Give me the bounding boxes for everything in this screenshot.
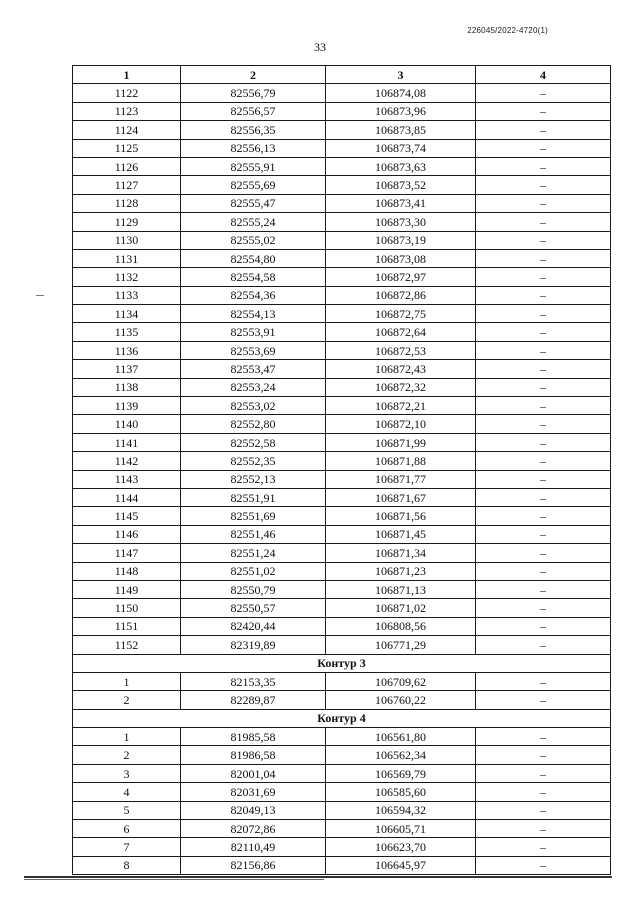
x-coordinate-cell: 82555,24 [181, 213, 326, 231]
y-coordinate-cell: 106871,77 [326, 470, 476, 488]
y-coordinate-cell: 106873,52 [326, 176, 476, 194]
x-coordinate-cell: 82552,58 [181, 433, 326, 451]
y-coordinate-cell: 106871,23 [326, 562, 476, 580]
table-row [73, 801, 611, 819]
point-number-cell: 6 [73, 820, 181, 838]
y-coordinate-cell: 106561,80 [326, 728, 476, 746]
note-cell: – [476, 323, 611, 341]
table-row [73, 617, 611, 635]
bottom-scan-edge [24, 879, 324, 880]
y-coordinate-cell: 106871,99 [326, 433, 476, 451]
point-number-cell: 1146 [73, 525, 181, 543]
table-row [73, 378, 611, 396]
table-row [73, 728, 611, 746]
note-cell: – [476, 176, 611, 194]
table-row [73, 176, 611, 194]
note-cell: – [476, 157, 611, 175]
table-row [73, 525, 611, 543]
table-body-contour-4 [73, 728, 611, 875]
table-row [73, 488, 611, 506]
table-row [73, 452, 611, 470]
y-coordinate-cell: 106872,21 [326, 397, 476, 415]
note-cell: – [476, 636, 611, 654]
note-cell: – [476, 470, 611, 488]
table-row [73, 838, 611, 856]
table-row [73, 580, 611, 598]
point-number-cell: 1126 [73, 157, 181, 175]
y-coordinate-cell: 106871,02 [326, 599, 476, 617]
table-row [73, 213, 611, 231]
column-header: 2 [181, 66, 326, 84]
x-coordinate-cell: 82554,58 [181, 268, 326, 286]
table-row [73, 268, 611, 286]
y-coordinate-cell: 106872,75 [326, 305, 476, 323]
x-coordinate-cell: 82556,13 [181, 139, 326, 157]
x-coordinate-cell: 82553,69 [181, 341, 326, 359]
y-coordinate-cell: 106872,64 [326, 323, 476, 341]
note-cell: – [476, 84, 611, 102]
point-number-cell: 1138 [73, 378, 181, 396]
page-number: 33 [314, 40, 326, 54]
table-row [73, 231, 611, 249]
note-cell: – [476, 580, 611, 598]
table-row [73, 102, 611, 120]
section-title: Контур 3 [73, 654, 611, 672]
table-body-contour-3 [73, 672, 611, 709]
y-coordinate-cell: 106872,97 [326, 268, 476, 286]
note-cell: – [476, 488, 611, 506]
note-cell: – [476, 856, 611, 874]
table-row [73, 433, 611, 451]
y-coordinate-cell: 106871,56 [326, 507, 476, 525]
x-coordinate-cell: 82001,04 [181, 764, 326, 782]
point-number-cell: 1137 [73, 360, 181, 378]
y-coordinate-cell: 106872,43 [326, 360, 476, 378]
section-title-row [73, 654, 611, 672]
point-number-cell: 1147 [73, 544, 181, 562]
point-number-cell: 1151 [73, 617, 181, 635]
x-coordinate-cell: 82551,91 [181, 488, 326, 506]
y-coordinate-cell: 106871,13 [326, 580, 476, 598]
coordinates-table [72, 65, 611, 875]
point-number-cell: 1145 [73, 507, 181, 525]
table-row [73, 84, 611, 102]
note-cell: – [476, 305, 611, 323]
table-row [73, 856, 611, 874]
table-row [73, 194, 611, 212]
x-coordinate-cell: 82552,13 [181, 470, 326, 488]
x-coordinate-cell: 82555,47 [181, 194, 326, 212]
x-coordinate-cell: 82551,46 [181, 525, 326, 543]
x-coordinate-cell: 81985,58 [181, 728, 326, 746]
point-number-cell: 1124 [73, 121, 181, 139]
point-number-cell: 1131 [73, 249, 181, 267]
table-row [73, 820, 611, 838]
note-cell: – [476, 194, 611, 212]
note-cell: – [476, 102, 611, 120]
table-row [73, 286, 611, 304]
x-coordinate-cell: 82110,49 [181, 838, 326, 856]
note-cell: – [476, 415, 611, 433]
y-coordinate-cell: 106871,34 [326, 544, 476, 562]
note-cell: – [476, 360, 611, 378]
point-number-cell: 1122 [73, 84, 181, 102]
section-title-row [73, 709, 611, 727]
table-row [73, 691, 611, 709]
x-coordinate-cell: 82551,24 [181, 544, 326, 562]
point-number-cell: 2 [73, 691, 181, 709]
y-coordinate-cell: 106605,71 [326, 820, 476, 838]
table-row [73, 341, 611, 359]
table-row [73, 672, 611, 690]
x-coordinate-cell: 82554,80 [181, 249, 326, 267]
table-body-contour-2 [73, 84, 611, 654]
point-number-cell: 1128 [73, 194, 181, 212]
x-coordinate-cell: 82556,79 [181, 84, 326, 102]
point-number-cell: 1130 [73, 231, 181, 249]
note-cell: – [476, 544, 611, 562]
y-coordinate-cell: 106645,97 [326, 856, 476, 874]
y-coordinate-cell: 106709,62 [326, 672, 476, 690]
note-cell: – [476, 452, 611, 470]
point-number-cell: 1141 [73, 433, 181, 451]
table-row [73, 783, 611, 801]
table-row [73, 599, 611, 617]
note-cell: – [476, 286, 611, 304]
column-header: 3 [326, 66, 476, 84]
x-coordinate-cell: 82289,87 [181, 691, 326, 709]
note-cell: – [476, 231, 611, 249]
y-coordinate-cell: 106872,53 [326, 341, 476, 359]
point-number-cell: 1 [73, 672, 181, 690]
x-coordinate-cell: 82031,69 [181, 783, 326, 801]
point-number-cell: 1143 [73, 470, 181, 488]
point-number-cell: 1133 [73, 286, 181, 304]
note-cell: – [476, 562, 611, 580]
y-coordinate-cell: 106623,70 [326, 838, 476, 856]
note-cell: – [476, 801, 611, 819]
section-contour-4 [73, 709, 611, 727]
y-coordinate-cell: 106594,32 [326, 801, 476, 819]
point-number-cell: 1134 [73, 305, 181, 323]
note-cell: – [476, 672, 611, 690]
point-number-cell: 1135 [73, 323, 181, 341]
table-row [73, 544, 611, 562]
note-cell: – [476, 507, 611, 525]
x-coordinate-cell: 82554,36 [181, 286, 326, 304]
point-number-cell: 2 [73, 746, 181, 764]
point-number-cell: 1149 [73, 580, 181, 598]
table-header-row [73, 66, 611, 84]
point-number-cell: 1142 [73, 452, 181, 470]
point-number-cell: 1140 [73, 415, 181, 433]
note-cell: – [476, 121, 611, 139]
point-number-cell: 1132 [73, 268, 181, 286]
x-coordinate-cell: 82553,47 [181, 360, 326, 378]
y-coordinate-cell: 106873,96 [326, 102, 476, 120]
y-coordinate-cell: 106760,22 [326, 691, 476, 709]
x-coordinate-cell: 82553,91 [181, 323, 326, 341]
table-row [73, 323, 611, 341]
note-cell: – [476, 838, 611, 856]
y-coordinate-cell: 106871,67 [326, 488, 476, 506]
x-coordinate-cell: 82072,86 [181, 820, 326, 838]
y-coordinate-cell: 106871,45 [326, 525, 476, 543]
point-number-cell: 1139 [73, 397, 181, 415]
note-cell: – [476, 525, 611, 543]
x-coordinate-cell: 82550,79 [181, 580, 326, 598]
note-cell: – [476, 783, 611, 801]
column-header: 4 [476, 66, 611, 84]
table-row [73, 636, 611, 654]
x-coordinate-cell: 82555,91 [181, 157, 326, 175]
x-coordinate-cell: 82153,35 [181, 672, 326, 690]
table-row [73, 139, 611, 157]
note-cell: – [476, 213, 611, 231]
note-cell: – [476, 820, 611, 838]
point-number-cell: 1123 [73, 102, 181, 120]
note-cell: – [476, 341, 611, 359]
table-row [73, 415, 611, 433]
point-number-cell: 1125 [73, 139, 181, 157]
point-number-cell: 1150 [73, 599, 181, 617]
y-coordinate-cell: 106771,29 [326, 636, 476, 654]
table-row [73, 249, 611, 267]
note-cell: – [476, 617, 611, 635]
note-cell: – [476, 397, 611, 415]
table-row [73, 397, 611, 415]
y-coordinate-cell: 106872,10 [326, 415, 476, 433]
point-number-cell: 3 [73, 764, 181, 782]
note-cell: – [476, 728, 611, 746]
point-number-cell: 1136 [73, 341, 181, 359]
table-row [73, 562, 611, 580]
note-cell: – [476, 139, 611, 157]
table-row [73, 746, 611, 764]
table-row [73, 507, 611, 525]
y-coordinate-cell: 106872,32 [326, 378, 476, 396]
note-cell: – [476, 599, 611, 617]
point-number-cell: 1129 [73, 213, 181, 231]
x-coordinate-cell: 82551,69 [181, 507, 326, 525]
y-coordinate-cell: 106569,79 [326, 764, 476, 782]
x-coordinate-cell: 82553,24 [181, 378, 326, 396]
y-coordinate-cell: 106873,85 [326, 121, 476, 139]
x-coordinate-cell: 82551,02 [181, 562, 326, 580]
y-coordinate-cell: 106873,08 [326, 249, 476, 267]
point-number-cell: 7 [73, 838, 181, 856]
note-cell: – [476, 378, 611, 396]
section-contour-3 [73, 654, 611, 672]
x-coordinate-cell: 82556,57 [181, 102, 326, 120]
y-coordinate-cell: 106562,34 [326, 746, 476, 764]
section-title: Контур 4 [73, 709, 611, 727]
x-coordinate-cell: 82554,13 [181, 305, 326, 323]
y-coordinate-cell: 106871,88 [326, 452, 476, 470]
bottom-scan-edge [24, 876, 612, 878]
x-coordinate-cell: 82156,86 [181, 856, 326, 874]
y-coordinate-cell: 106585,60 [326, 783, 476, 801]
point-number-cell: 5 [73, 801, 181, 819]
y-coordinate-cell: 106874,08 [326, 84, 476, 102]
table-row [73, 305, 611, 323]
x-coordinate-cell: 82552,35 [181, 452, 326, 470]
x-coordinate-cell: 82552,80 [181, 415, 326, 433]
table-row [73, 360, 611, 378]
document-id: 226045/2022-4720(1) [467, 26, 548, 35]
x-coordinate-cell: 81986,58 [181, 746, 326, 764]
point-number-cell: 1127 [73, 176, 181, 194]
note-cell: – [476, 249, 611, 267]
point-number-cell: 4 [73, 783, 181, 801]
table-row [73, 470, 611, 488]
x-coordinate-cell: 82550,57 [181, 599, 326, 617]
point-number-cell: 1148 [73, 562, 181, 580]
table-row [73, 121, 611, 139]
y-coordinate-cell: 106873,19 [326, 231, 476, 249]
note-cell: – [476, 764, 611, 782]
note-cell: – [476, 433, 611, 451]
table-row [73, 157, 611, 175]
y-coordinate-cell: 106873,74 [326, 139, 476, 157]
x-coordinate-cell: 82556,35 [181, 121, 326, 139]
x-coordinate-cell: 82049,13 [181, 801, 326, 819]
y-coordinate-cell: 106873,30 [326, 213, 476, 231]
note-cell: – [476, 268, 611, 286]
x-coordinate-cell: 82553,02 [181, 397, 326, 415]
y-coordinate-cell: 106808,56 [326, 617, 476, 635]
x-coordinate-cell: 82319,89 [181, 636, 326, 654]
point-number-cell: 1152 [73, 636, 181, 654]
table-row [73, 764, 611, 782]
x-coordinate-cell: 82555,69 [181, 176, 326, 194]
note-cell: – [476, 691, 611, 709]
point-number-cell: 1 [73, 728, 181, 746]
column-header: 1 [73, 66, 181, 84]
point-number-cell: 1144 [73, 488, 181, 506]
margin-mark [36, 295, 44, 296]
x-coordinate-cell: 82555,02 [181, 231, 326, 249]
x-coordinate-cell: 82420,44 [181, 617, 326, 635]
y-coordinate-cell: 106873,63 [326, 157, 476, 175]
note-cell: – [476, 746, 611, 764]
point-number-cell: 8 [73, 856, 181, 874]
y-coordinate-cell: 106872,86 [326, 286, 476, 304]
y-coordinate-cell: 106873,41 [326, 194, 476, 212]
